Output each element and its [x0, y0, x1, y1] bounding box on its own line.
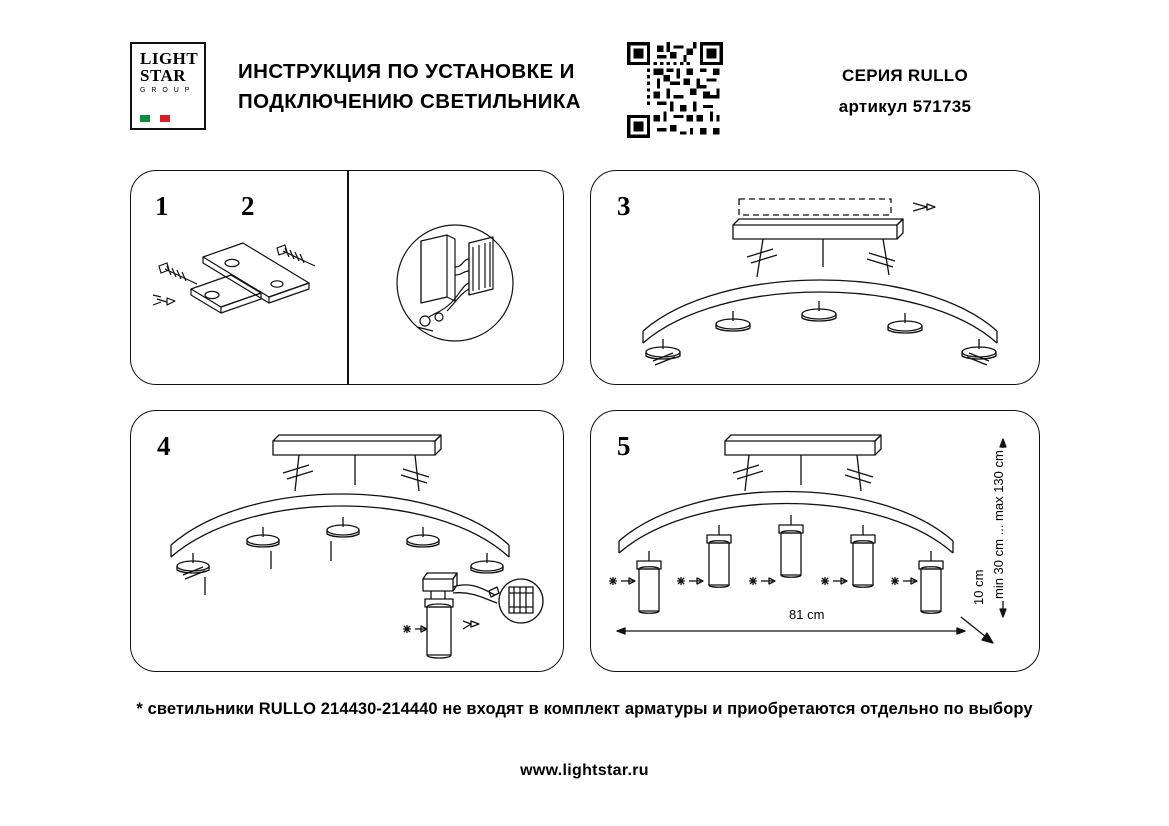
title-line-1: ИНСТРУКЦИЯ ПО УСТАНОВКЕ И [238, 60, 575, 83]
brand-logo [130, 42, 206, 130]
figure-ceiling-mount [591, 171, 1041, 384]
dimension-height: min 30 cm ... max 130 cm [991, 450, 1006, 599]
series-info [770, 60, 1040, 122]
logo-line-2: STAR [140, 66, 187, 85]
panel-step-4 [130, 410, 564, 672]
panel-steps-1-2 [130, 170, 564, 385]
figure-final-assembly [591, 411, 1041, 671]
dimension-depth: 10 cm [971, 569, 986, 605]
step-number-3: 3 [617, 191, 631, 221]
dimension-width: 81 cm [789, 607, 825, 622]
figure-lamp-install [131, 411, 565, 671]
panel-step-3 [590, 170, 1040, 385]
article-number: артикул 571735 [838, 97, 972, 116]
series-name: СЕРИЯ RULLO [842, 66, 968, 85]
title-line-2: ПОДКЛЮЧЕНИЮ СВЕТИЛЬНИКА [238, 90, 581, 113]
logo-line-1: LIGHT [140, 49, 199, 68]
footnote-text: * светильники RULLO 214430-214440 не входят в комплект арматуры и приобретаются отдельно по выбору [136, 700, 1033, 718]
step-number-4: 4 [157, 431, 171, 461]
logo-group-text: G R O U P [140, 87, 192, 94]
figure-wiring-connection [347, 171, 565, 384]
italy-flag-icon [140, 115, 170, 122]
step-number-2: 2 [241, 191, 255, 221]
website-url: www.lightstar.ru [520, 762, 649, 779]
step-number-5: 5 [617, 431, 631, 461]
step-number-1: 1 [155, 191, 169, 221]
document-title [238, 57, 628, 117]
panel-step-5 [590, 410, 1040, 672]
document-header [130, 42, 1040, 142]
qr-code-icon [627, 42, 723, 138]
figure-mounting-bracket [131, 171, 347, 384]
